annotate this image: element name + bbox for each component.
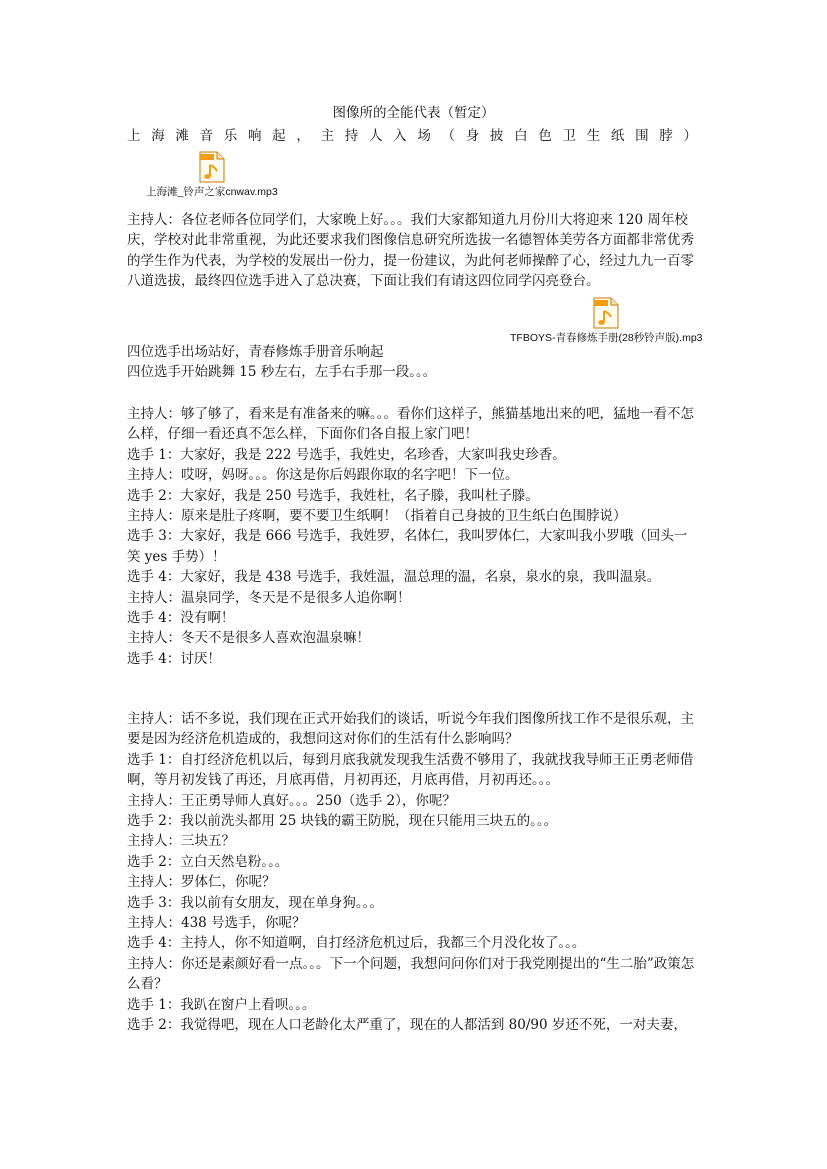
dialogue-line: 主持人：哎呀，妈呀。。。你这是你后妈跟你取的名字吧！下一位。	[127, 467, 519, 484]
attachment-shanghaitan[interactable]	[146, 151, 278, 199]
dialogue-line: 主持人：原来是肚子疼啊，要不要卫生纸啊！（指着自己身披的卫生纸白色围脖说）	[127, 508, 627, 525]
dialogue-line: 选手 3：我以前有女朋友，现在单身狗。。。	[127, 894, 383, 911]
dialogue-line: 选手 1：我趴在窗户上看呗。。。	[127, 996, 316, 1013]
dialogue-line: 主持人：三块五？	[127, 833, 235, 850]
dialogue-line: 选手 2：大家好，我是 250 号选手，我姓杜，名子滕，我叫杜子滕。	[127, 487, 539, 504]
dialogue-line: 选手 3：大家好，我是 666 号选手，我姓罗，名体仁，我叫罗体仁，大家叫我小罗哦（回头一笑 yes 手势）！	[127, 528, 688, 565]
dialogue-line: 主持人：够了够了，看来是有准备来的嘛。。。看你们这样子，熊猫基地出来的吧，猛地一看不怎么样，仔细一看还真不怎么样，下面你们各自报上家门吧！	[127, 406, 694, 443]
dialogue-line: 选手 2：我觉得吧，现在人口老龄化太严重了，现在的人都活到 80/90 岁还不死，一对夫妻，	[127, 1017, 687, 1034]
paragraph: 主持人：各位老师各位同学们，大家晚上好。。。我们大家都知道九月份川大将迎来 120 周年校庆，学校对此非常重视，为此还要求我们图像信息研究所选拔一名德智体美劳各方面都非常优秀的学生作为代表，为学校的发展出一份力，提一份建议，为此何老师操醉了心，经过九九一百零八道选拔，最终四位选手进入了总决赛，下面让我们有请这四位同学闪亮登台。	[127, 212, 694, 290]
dialogue-line: 主持人：话不多说，我们现在正式开始我们的谈话，听说今年我们图像所找工作不是很乐观，主要是因为经济危机造成的，我想问这对你们的生活有什么影响吗？	[127, 711, 694, 748]
paragraph: 四位选手开始跳舞 15 秒左右，左手右手那一段。。。	[127, 364, 437, 381]
dialogue-line: 主持人：王正勇导师人真好。。。250（选手 2），你呢？	[127, 792, 456, 809]
paragraph-host-opening	[127, 210, 699, 292]
dialogue-line: 选手 4：大家好，我是 438 号选手，我姓温，温总理的温，名泉，泉水的泉，我叫温泉。	[127, 569, 661, 586]
paragraph: 四位选手出场站好，青春修炼手册音乐响起	[127, 344, 384, 360]
dialogue-line: 选手 2：我以前洗头都用 25 块钱的霸王防脱，现在只能用三块五的。。。	[127, 813, 558, 830]
dialogue-line: 选手 2：立白天然皂粉。。。	[127, 853, 289, 870]
dialogue-line: 选手 4：讨厌！	[127, 650, 221, 667]
attachment-tfboys[interactable]	[510, 297, 703, 345]
audio-file-icon	[199, 151, 225, 183]
attachment-filename: TFBOYS-青春修炼手册(28秒铃声版).mp3	[510, 332, 703, 344]
paragraph-stage-dance	[127, 342, 699, 383]
dialogue-line: 主持人：罗体仁，你呢？	[127, 874, 276, 891]
dialogue-line: 选手 1：自打经济危机以后，每到月底我就发现我生活费不够用了，我就找我导师王正勇老师借啊，等月初发钱了再还，月底再借，月初再还，月底再借，月初再还。。。	[127, 751, 694, 789]
dialogue-interview	[127, 709, 699, 1036]
audio-file-icon	[593, 297, 619, 329]
dialogue-introductions	[127, 404, 699, 669]
dialogue-line: 选手 1：大家好，我是 222 号选手，我姓史，名珍香，大家叫我史珍香。	[127, 446, 566, 463]
document-title: 图像所的全能代表（暂定）	[332, 105, 495, 121]
dialogue-line: 主持人：冬天不是很多人喜欢泡温泉嘛！	[127, 630, 370, 647]
dialogue-line: 选手 4：主持人，你不知道啊，自打经济危机过后，我都三个月没化妆了。。。	[127, 935, 586, 952]
attachment-filename: 上海滩_铃声之家cnwav.mp3	[146, 186, 278, 198]
dialogue-line: 选手 4：没有啊！	[127, 610, 235, 627]
dialogue-line: 主持人：温泉同学，冬天是不是很多人追你啊！	[127, 589, 411, 606]
dialogue-line: 主持人：你还是素颜好看一点。。。下一个问题，我想问问你们对于我党刚提出的“生二胎”政策怎么看？	[127, 955, 695, 993]
stage-direction: 上海滩音乐响起，主持人入场（身披白色卫生纸围脖）	[127, 128, 697, 144]
dialogue-line: 主持人：438 号选手，你呢？	[127, 915, 306, 932]
